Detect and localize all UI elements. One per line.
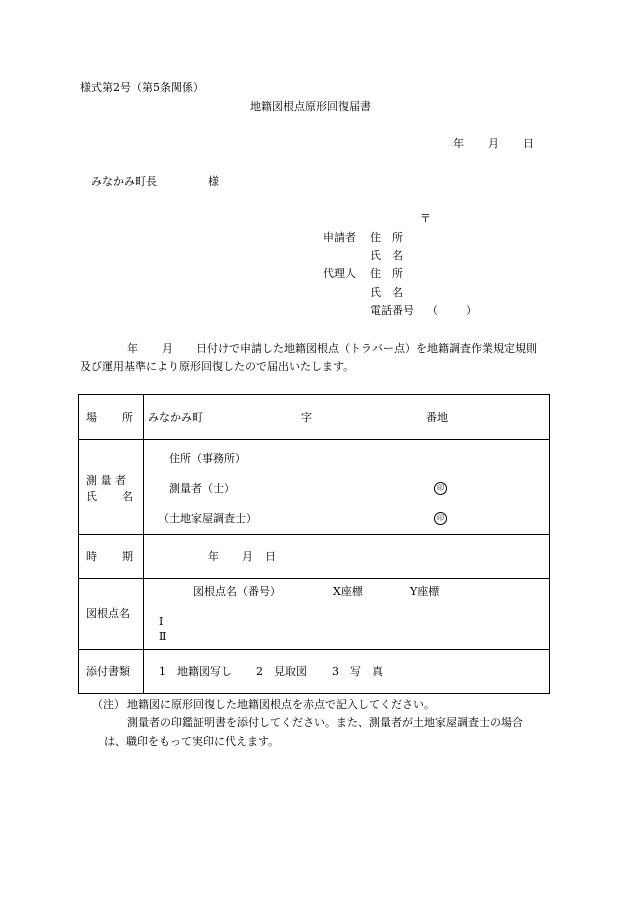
- body-month: 月: [162, 342, 173, 355]
- period-label-b: 期: [122, 550, 133, 563]
- attachment-item-sketch: 2 見取図: [256, 665, 307, 678]
- location-label-b: 所: [122, 411, 133, 424]
- points-row-2: Ⅱ: [159, 630, 167, 643]
- surveyor-label-row2-a: 氏: [86, 490, 97, 503]
- period-label-a: 時: [86, 550, 97, 563]
- surveyor-label-row1: 測 量 者: [86, 474, 126, 487]
- date-year-label: 年: [453, 137, 464, 150]
- land-surveyor-label: （土地家屋調査士）: [158, 512, 257, 525]
- points-row-1: Ⅰ: [159, 615, 164, 628]
- phone-paren-close: ）: [466, 304, 477, 317]
- note-3: は、職印をもって実印に代えます。: [104, 735, 280, 748]
- phone-label: 電話番号: [370, 304, 414, 317]
- agent-label: 代理人: [323, 267, 356, 280]
- period-year: 年: [208, 550, 219, 563]
- period-month: 月: [242, 550, 253, 563]
- form-number: 様式第2号（第5条関係）: [80, 81, 204, 94]
- points-col-name: 図根点名（番号）: [193, 585, 281, 598]
- body-line1: 日付けで申請した地籍図根点（トラバー点）を地籍調査作業規定規則: [196, 342, 537, 355]
- points-label: 図根点名: [86, 607, 130, 620]
- addressee-honorific: 様: [208, 175, 219, 188]
- location-town: みなかみ町: [148, 411, 203, 424]
- note-prefix: （注）: [92, 698, 125, 711]
- applicant-label: 申請者: [323, 231, 356, 244]
- note-2: 測量者の印鑑証明書を添付してください。また、測量者が土地家屋調査士の場合: [127, 716, 523, 729]
- location-label-a: 場: [86, 411, 97, 424]
- surveyor-name: 測量者（士）: [169, 482, 235, 495]
- applicant-address-label: 住 所: [370, 231, 403, 244]
- addressee-name: みなかみ町長: [91, 175, 157, 188]
- attachment-item-photo: 3 写 真: [332, 665, 383, 678]
- date-month-label: 月: [488, 137, 499, 150]
- document-title: 地籍図根点原形回復届書: [250, 100, 371, 113]
- surveyor-seal-icon: 印: [434, 482, 447, 495]
- points-col-x: X座標: [333, 585, 363, 598]
- location-aza: 字: [301, 411, 312, 424]
- note-1: 地籍図に原形回復した地籍図根点を赤点で記入してください。: [127, 698, 435, 711]
- attachment-item-map: 1 地籍図写し: [159, 665, 232, 678]
- table-row-divider: [79, 534, 549, 535]
- surveyor-office-address: 住所（事務所）: [169, 452, 246, 465]
- period-day: 日: [265, 550, 276, 563]
- attachments-label: 添付書類: [86, 665, 130, 678]
- applicant-name-label: 氏 名: [370, 249, 403, 262]
- table-row-divider: [79, 649, 549, 650]
- table-row-divider: [79, 578, 549, 579]
- agent-address-label: 住 所: [370, 267, 403, 280]
- date-day-label: 日: [523, 137, 534, 150]
- land-surveyor-seal-icon: 印: [434, 512, 447, 525]
- body-year: 年: [127, 342, 138, 355]
- surveyor-label-row2-b: 名: [122, 490, 133, 503]
- location-banchi: 番地: [426, 411, 448, 424]
- phone-paren-open: （: [427, 304, 438, 317]
- agent-name-label: 氏 名: [370, 286, 403, 299]
- postal-mark: 〒: [420, 212, 431, 225]
- form-table: [78, 394, 550, 694]
- body-line2: 及び運用基準により原形回復したので届出いたします。: [80, 360, 355, 373]
- points-col-y: Y座標: [410, 585, 440, 598]
- table-row-divider: [79, 439, 549, 440]
